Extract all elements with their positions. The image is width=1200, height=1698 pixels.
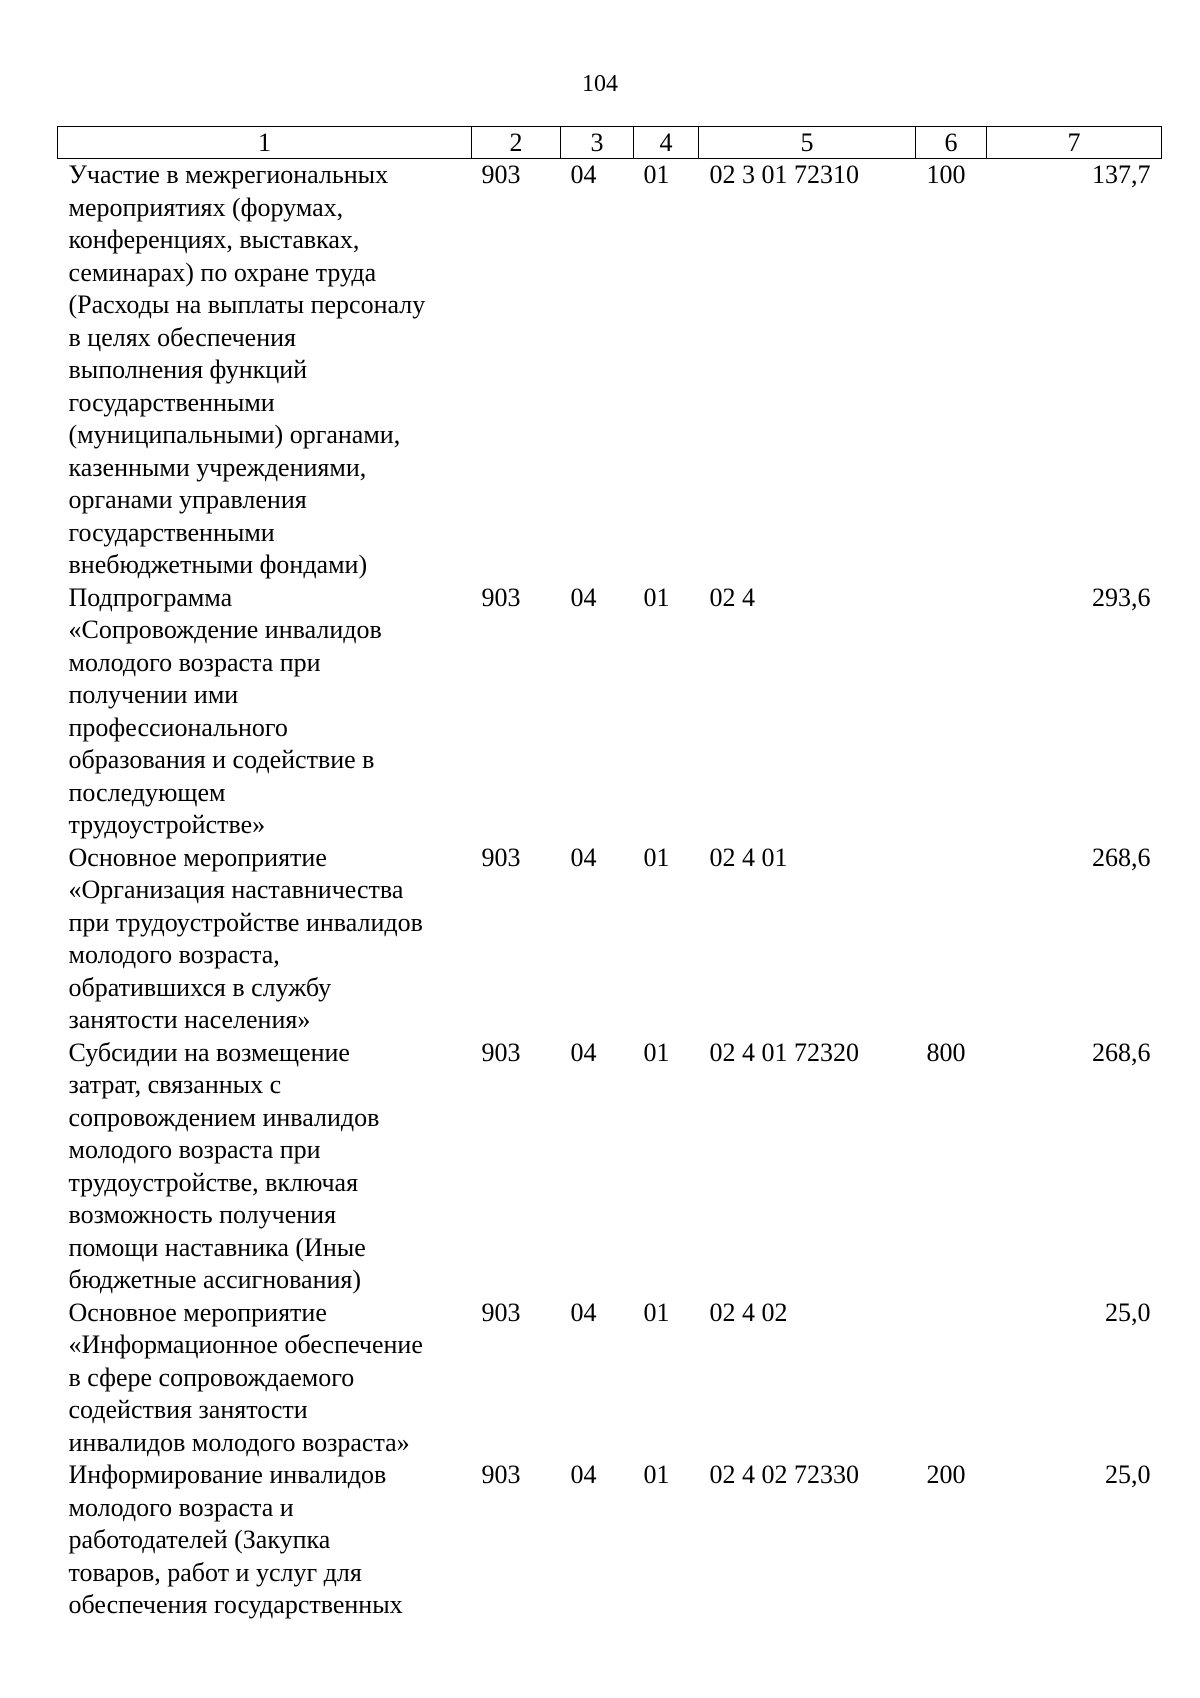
subsection-code: 01 [643,582,670,612]
target-article-code: 02 4 [709,582,755,612]
row-name-line: в целях обеспечения [68,322,296,352]
row-name-line: затрат, связанных с [68,1070,282,1099]
row-name-line: (Расходы на выплаты персоналу [68,290,426,319]
table-body [58,159,1162,1622]
page-number: 104 [582,71,618,97]
row-name-line: внебюджетными фондами) [68,550,368,579]
row-name-line: последующем [68,777,226,807]
row-name [58,582,472,842]
row-name-line: Участие в межрегиональных [68,160,389,189]
target-article-code: 02 3 01 72310 [709,160,859,189]
row-name-line: семинарах) по охране труда [68,257,377,287]
table-row [58,842,1162,1037]
ministry-code: 903 [481,842,521,872]
expense-type-code [916,842,987,1037]
row-name [58,1459,472,1622]
row-name-line: «Организация наставничества [68,875,404,904]
row-name-line: Субсидии на возмещение [68,1037,350,1067]
row-name-line: при трудоустройстве инвалидов [68,907,423,937]
row-name-line: трудоустройстве, включая [68,1167,359,1197]
section-code: 04 [570,160,597,189]
amount-value: 137,7 [1092,160,1151,189]
row-name [58,159,472,582]
row-name-line: Основное мероприятие [68,842,327,872]
row-name-line: государственными [68,387,275,417]
row-name-line: «Сопровождение инвалидов [68,615,382,644]
row-name-line: (муниципальными) органами, [68,420,401,449]
row-name-line: молодого возраста при [68,1135,321,1164]
section-code: 04 [570,1460,597,1489]
column-header: 7 [987,127,1162,159]
expense-type-code: 800 [926,1037,966,1067]
row-name-line: возможность получения [68,1200,337,1229]
subsection-code: 01 [643,842,670,872]
amount-value: 293,6 [1092,582,1151,612]
row-name-line: обратившихся в службу [68,972,332,1002]
ministry-code: 903 [481,582,521,612]
row-name-line: помощи наставника (Иные [68,1232,366,1262]
expense-type-code [916,1297,987,1460]
amount-value: 25,0 [1105,1297,1151,1327]
table-row [58,159,1162,582]
row-name-line: молодого возраста, [68,940,280,969]
column-header: 5 [699,127,916,159]
amount-value: 268,6 [1092,842,1151,872]
row-name-line: выполнения функций [68,355,308,384]
row-name-line: получении ими [68,680,239,709]
row-name-line: занятости населения» [68,1005,311,1034]
column-header: 4 [634,127,699,159]
target-article-code: 02 4 02 [709,1297,788,1327]
amount-value: 25,0 [1105,1460,1151,1489]
row-name-line: «Информационное обеспечение [68,1330,423,1359]
row-name-line: обеспечения государственных [68,1590,403,1619]
subsection-code: 01 [643,1037,670,1067]
target-article-code: 02 4 02 72330 [709,1460,859,1489]
row-name-line: содействия занятости [68,1395,308,1424]
table-row [58,1459,1162,1622]
row-name-line: инвалидов молодого возраста» [68,1427,410,1457]
header-row [58,127,1162,159]
row-name-line: Подпрограмма [68,582,233,612]
column-header: 2 [472,127,561,159]
row-name-line: конференциях, выставках, [68,225,360,254]
target-article-code: 02 4 01 [709,842,788,872]
row-name-line: органами управления [68,485,307,514]
section-code: 04 [570,1297,597,1327]
expense-type-code [916,582,987,842]
row-name-line: Информирование инвалидов [68,1460,387,1489]
budget-table [57,126,1162,1622]
expense-type-code: 100 [926,160,966,189]
table-row [58,1297,1162,1460]
subsection-code: 01 [643,1297,670,1327]
section-code: 04 [570,582,597,612]
row-name-line: товаров, работ и услуг для [68,1557,362,1587]
expense-type-code: 200 [926,1460,966,1489]
row-name [58,1297,472,1460]
subsection-code: 01 [643,1460,670,1489]
section-code: 04 [570,842,597,872]
row-name-line: государственными [68,517,275,547]
row-name-line: молодого возраста и [68,1492,294,1522]
row-name-line: молодого возраста при [68,647,321,677]
ministry-code: 903 [481,160,521,189]
row-name-line: казенными учреждениями, [68,452,367,482]
row-name [58,842,472,1037]
column-header: 3 [561,127,634,159]
subsection-code: 01 [643,160,670,189]
row-name [58,1037,472,1297]
row-name-line: работодателей (Закупка [68,1525,331,1554]
ministry-code: 903 [481,1037,521,1067]
row-name-line: образования и содействие в [68,745,375,774]
row-name-line: трудоустройстве» [68,810,266,839]
row-name-line: Основное мероприятие [68,1297,327,1327]
amount-value: 268,6 [1092,1037,1151,1067]
ministry-code: 903 [481,1460,521,1489]
section-code: 04 [570,1037,597,1067]
row-name-line: в сфере сопровождаемого [68,1362,355,1392]
column-header: 1 [58,127,472,159]
ministry-code: 903 [481,1297,521,1327]
table-row [58,582,1162,842]
row-name-line: сопровождением инвалидов [68,1102,380,1132]
row-name-line: бюджетные ассигнования) [68,1265,362,1294]
row-name-line: профессионального [68,712,288,742]
target-article-code: 02 4 01 72320 [709,1037,859,1067]
column-header: 6 [916,127,987,159]
table-row [58,1037,1162,1297]
row-name-line: мероприятиях (форумах, [68,192,344,222]
